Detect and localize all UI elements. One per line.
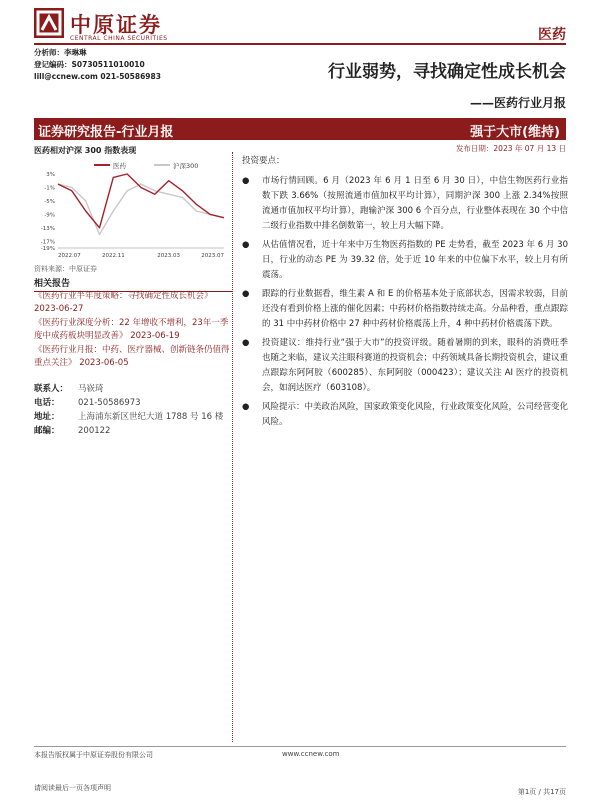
series-line [58, 184, 224, 234]
key-point [242, 287, 568, 332]
contact-value: 021-50586973 [78, 398, 141, 408]
footer-website[interactable]: www.ccnew.com [282, 750, 340, 758]
series-line [58, 174, 224, 228]
contact-row [34, 382, 244, 396]
y-tick-label: -5% [44, 198, 55, 205]
bullet-icon: ● [242, 338, 250, 348]
y-tick-label: -19% [40, 246, 55, 252]
contact-block [34, 382, 244, 438]
key-point [242, 174, 568, 234]
y-tick-label: -17% [40, 239, 55, 246]
key-points-title: 投资要点： [242, 156, 285, 166]
footer-divider [34, 746, 566, 747]
contact-key: 地址： [34, 412, 60, 422]
key-point-text: 风险提示：中美政治风险，国家政策变化风险，行业政策变化风险，公司经营变化风险。 [262, 402, 569, 427]
registration-code: 登记编码：S0730511010010 [34, 60, 145, 69]
contact-row [34, 424, 244, 438]
key-point-text: 市场行情回顾。6 月（2023 年 6 月 1 日至 6 月 30 日），中信生物医药行业指数下跌 3.66%（按照流通市值加权平均计算），同期沪深 300 上涨 2.34%按照流通市值加权平均计算），跑输沪深 300 6 个百分点，行业整体表现在 30 个中信二级行业指数中排名倒数第一，较上月大幅下降。 [262, 176, 568, 231]
legend-label: 医药 [113, 162, 126, 170]
footer-disclaimer: 请阅读最后一页各项声明 [34, 784, 111, 792]
bullet-icon: ● [242, 289, 250, 299]
header-divider [34, 43, 566, 45]
y-tick-label: -9% [44, 212, 55, 219]
x-tick-label: 2023.03 [157, 253, 181, 259]
report-banner [34, 118, 566, 140]
logo-text-en: CENTRAL CHINA SECURITIES [70, 35, 168, 42]
key-point [242, 400, 568, 430]
analyst-info [34, 47, 161, 83]
x-tick-label: 2022.07 [58, 253, 81, 259]
key-point-text: 跟踪的行业数据看，维生素 A 和 E 的价格基本处于底部状态，因需求较弱，目前还没有看到价格上涨的催化因素；中药材价格指数持续走高。分品种看，重点跟踪的 31 中中药材价格中 27 种中药材价格震荡上升，4 种中药材价格震荡下跌。 [262, 289, 569, 329]
bullet-icon: ● [242, 402, 250, 412]
logo-text-cn: 中原证券 [70, 13, 162, 37]
logo-mark-icon [34, 8, 64, 38]
contact-key: 联系人： [34, 384, 69, 394]
rating: 强于大市(维持) [470, 125, 560, 140]
x-tick-label: 2022.11 [101, 253, 125, 259]
column-divider [232, 152, 233, 742]
footer-copyright: 本报告版权属于中原证券股份有限公司 [34, 751, 153, 759]
contact-value: 上海浦东新区世纪大道 1788 号 16 楼 [78, 412, 224, 422]
y-tick-label: 3% [46, 172, 55, 178]
industry-tag: 医药 [538, 27, 566, 43]
related-report-link[interactable]: 《医药行业半年度策略：寻找确定性成长机会》 2023-06-27 [34, 291, 213, 314]
key-point [242, 238, 568, 283]
company-logo [34, 8, 194, 42]
key-points-list [242, 174, 568, 434]
related-report-link[interactable]: 《医药行业月报：中药、医疗器械、创新链条仍值得重点关注》 2023-06-05 [34, 345, 230, 368]
legend-label: 沪深300 [173, 162, 199, 170]
related-report-link[interactable]: 《医药行业深度分析：22 年增收不增利，23年一季度中成药板块明显改善》 2023-06-19 [34, 318, 229, 341]
performance-chart [34, 158, 230, 262]
related-reports-list [34, 290, 232, 371]
contact-row [34, 410, 244, 424]
contact-value: 马嵚琦 [78, 384, 104, 394]
contact-row [34, 396, 244, 410]
report-title: 行业弱势，寻找确定性成长机会 [328, 62, 566, 82]
chart-source: 资料来源：中原证券 [34, 265, 97, 273]
key-point-text: 从估值情况看，近十年来中万生物医药指数的 PE 走势看，截至 2023 年 6 月 30 日，行业的动态 PE 为 39.32 倍，处于近 10 年来的中位偏下水平，较上月有所震荡。 [262, 240, 568, 280]
y-tick-label: -1% [44, 185, 55, 192]
page-number: 第1页 / 共17页 [517, 788, 566, 796]
related-reports-heading: 相关报告 [34, 276, 232, 292]
analyst-name: 分析师：李琳琳 [34, 48, 87, 57]
bullet-icon: ● [242, 176, 250, 186]
x-tick-label: 2023.07 [201, 253, 224, 259]
contact-key: 电话： [34, 398, 60, 408]
key-point-text: 投资建议：维持行业“强于大市”的投资评级。随着暑期的到来，眼科的消费旺季也随之来临，建议关注眼科赛道的投资机会；中药领域具备长期投资机会，建议重点跟踪东阿阿胶（600285）、东阿阿胶（000423）；建议关注 AI 医疗的投资机会，如润达医疗（603108）。 [262, 338, 569, 393]
report-subtitle: ——医药行业月报 [469, 96, 566, 110]
bullet-icon: ● [242, 240, 250, 250]
key-point [242, 336, 568, 396]
y-tick-label: -13% [40, 225, 55, 232]
publish-date: 发布日期：2023 年 07 月 13 日 [455, 144, 566, 153]
report-type: 证券研究报告-行业月报 [38, 125, 174, 140]
chart-title: 医药相对沪深 300 指数表现 [34, 146, 137, 155]
contact-value: 200122 [78, 426, 111, 436]
analyst-contact: lill@ccnew.com 021-50586983 [34, 72, 161, 81]
contact-key: 邮编： [34, 426, 60, 436]
